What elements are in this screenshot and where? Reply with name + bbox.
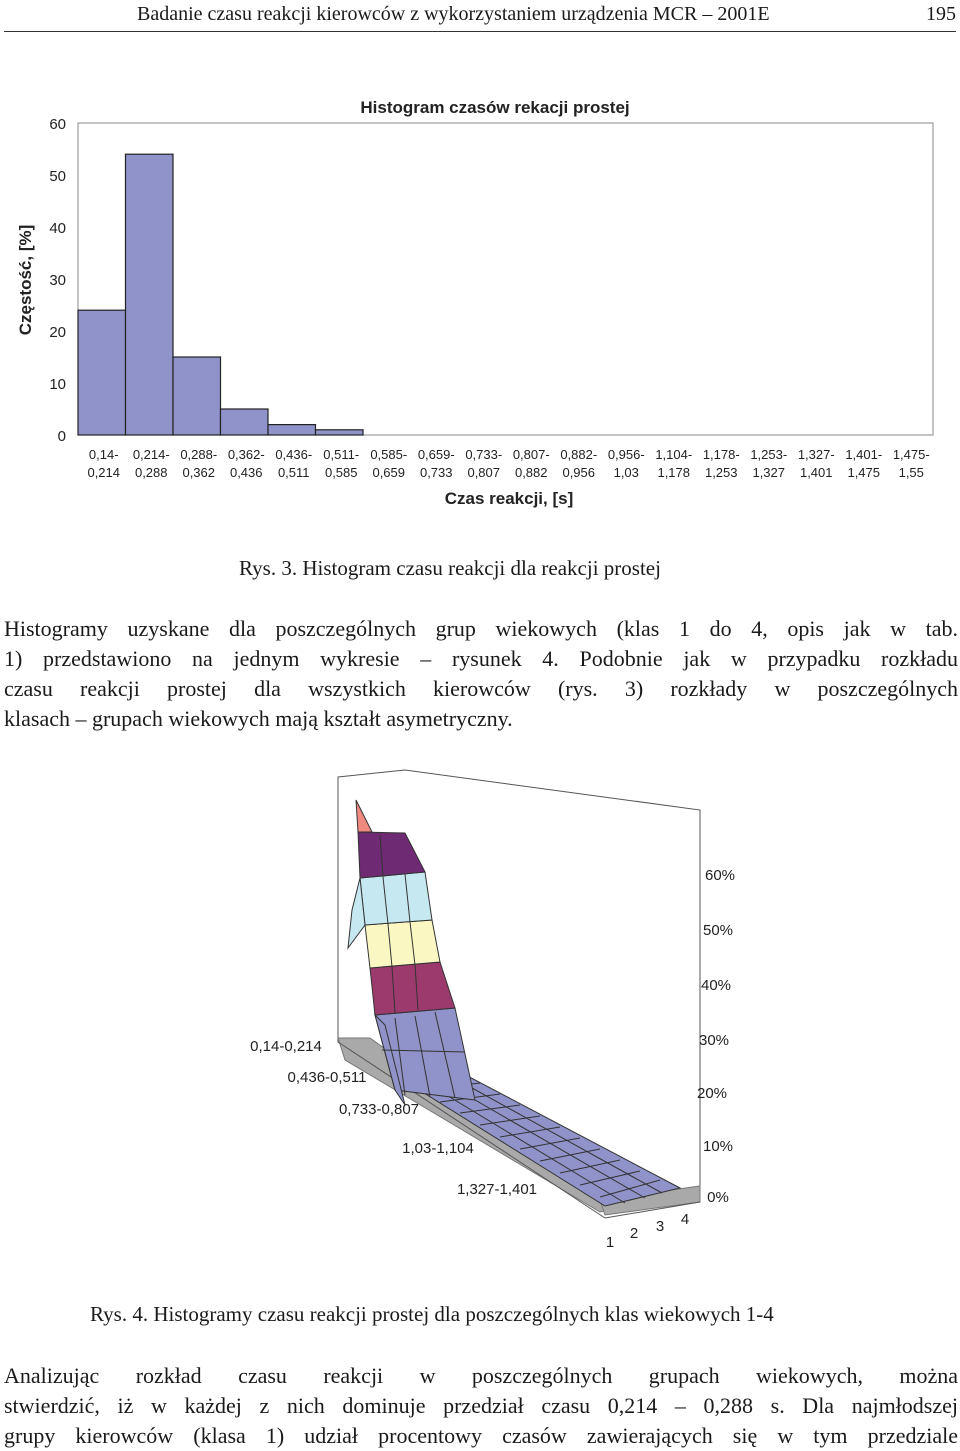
x-tick-label: 1,401-1,475	[845, 447, 883, 480]
x-tick-label: 0,807-0,882	[512, 447, 550, 480]
series-label: 4	[680, 1211, 690, 1228]
z-tick-label: 10%	[702, 1138, 734, 1155]
x-tick-label: 0,733-0,807	[465, 447, 503, 480]
x-tick-label: 1,475-1,55	[892, 447, 930, 480]
paragraph-2-line: stwierdzić, iż w każdej z nich dominuje przedział czasu 0,214 – 0,288 s. Dla najmłodszej	[4, 1393, 958, 1418]
paragraph-2	[4, 1361, 958, 1451]
x-tick-label: 0,14-0,214	[87, 447, 121, 480]
running-title: Badanie czasu reakcji kierowców z wykorzystaniem urządzenia MCR – 2001E	[137, 3, 770, 25]
paragraph-1-line: czasu reakcji prostej dla wszystkich kierowców (rys. 3) rozkłady w poszczególnych	[4, 676, 958, 701]
bars	[78, 154, 363, 435]
bar	[126, 154, 174, 435]
y-tick-labels	[49, 116, 66, 445]
y-tick-label: 60	[49, 116, 66, 133]
histogram-chart	[0, 80, 960, 520]
y-axis-label: Częstość, [%]	[16, 224, 35, 336]
x-tick-label: 0,214-0,288	[132, 447, 170, 480]
bar	[221, 409, 269, 435]
page-number: 195	[926, 3, 956, 25]
z-tick-labels	[697, 867, 735, 1206]
chart-title: Histogram czasów rekacji prostej	[360, 98, 630, 117]
figure-3-caption: Rys. 3. Histogram czasu reakcji dla reakcji prostej	[239, 556, 661, 580]
x-tick-label: 0,511-0,585	[323, 447, 360, 480]
z-tick-label: 50%	[702, 922, 734, 939]
z-tick-label: 30%	[698, 1032, 730, 1049]
paragraph-1-line: Histogramy uzyskane dla poszczególnych grup wiekowych (klas 1 do 4, opis jak w tab.	[4, 616, 958, 641]
figure-4-caption: Rys. 4. Histogramy czasu reakcji prostej dla poszczególnych klas wiekowych 1-4	[90, 1302, 774, 1326]
paragraph-1-line: 1) przedstawiono na jednym wykresie – rysunek 4. Podobnie jak w przypadku rozkładu	[4, 646, 958, 671]
x-tick-label: 0,362-0,436	[227, 447, 265, 480]
z-tick-label: 20%	[696, 1085, 728, 1102]
x-tick-label: 0,436-0,511	[275, 447, 313, 480]
paragraph-2-line: Analizując rozkład czasu reakcji w poszczególnych grupach wiekowych, można	[4, 1363, 958, 1388]
y-tick-label: 20	[49, 324, 66, 341]
paragraph-2-line: grupy kierowców (klasa 1) udział procentowy czasów zawierających się w tym przedziale	[4, 1423, 958, 1448]
header-rule	[4, 31, 956, 32]
category-label: 1,327-1,401	[456, 1181, 538, 1198]
series-labels	[606, 1211, 689, 1251]
x-tick-label: 0,288-0,362	[180, 447, 218, 480]
x-tick-label: 0,585-0,659	[370, 447, 408, 480]
x-tick-label: 0,659-0,733	[417, 447, 455, 480]
bar	[173, 357, 221, 435]
category-label: 0,436-0,511	[287, 1069, 367, 1086]
z-tick-label: 60%	[704, 867, 736, 884]
running-header	[0, 0, 960, 34]
x-tick-label: 1,104-1,178	[655, 447, 693, 480]
x-tick-labels	[87, 447, 929, 480]
paragraph-1-line: klasach – grupach wiekowych mają kształt asymetryczny.	[4, 706, 513, 731]
x-tick-label: 0,956-1,03	[607, 447, 645, 480]
y-tick-label: 10	[49, 376, 66, 393]
paragraph-1	[4, 614, 958, 734]
series-label: 1	[605, 1234, 615, 1251]
y-tick-label: 40	[49, 220, 66, 237]
y-tick-label: 0	[57, 428, 66, 445]
surface-band-4	[360, 872, 432, 925]
surface-band-2	[370, 962, 455, 1015]
x-tick-label: 1,327-1,401	[797, 447, 835, 480]
bar	[78, 310, 126, 435]
x-axis-label: Czas reakcji, [s]	[444, 489, 574, 508]
category-label: 0,733-0,807	[338, 1101, 420, 1118]
category-label: 1,03-1,104	[402, 1140, 474, 1157]
y-tick-label: 30	[49, 272, 66, 289]
category-label: 0,14-0,214	[250, 1038, 322, 1055]
x-tick-label: 0,882-0,956	[560, 447, 598, 480]
series-label: 3	[655, 1218, 665, 1235]
series-label: 2	[629, 1225, 639, 1242]
surface-band-3	[365, 920, 440, 968]
surface-3d-chart	[0, 760, 960, 1260]
bar	[316, 430, 364, 435]
y-tick-label: 50	[49, 168, 66, 185]
x-tick-label: 1,253-1,327	[750, 447, 788, 480]
bar	[268, 425, 316, 435]
z-tick-label: 40%	[700, 977, 732, 994]
x-tick-label: 1,178-1,253	[702, 447, 740, 480]
z-tick-label: 0%	[707, 1189, 729, 1206]
